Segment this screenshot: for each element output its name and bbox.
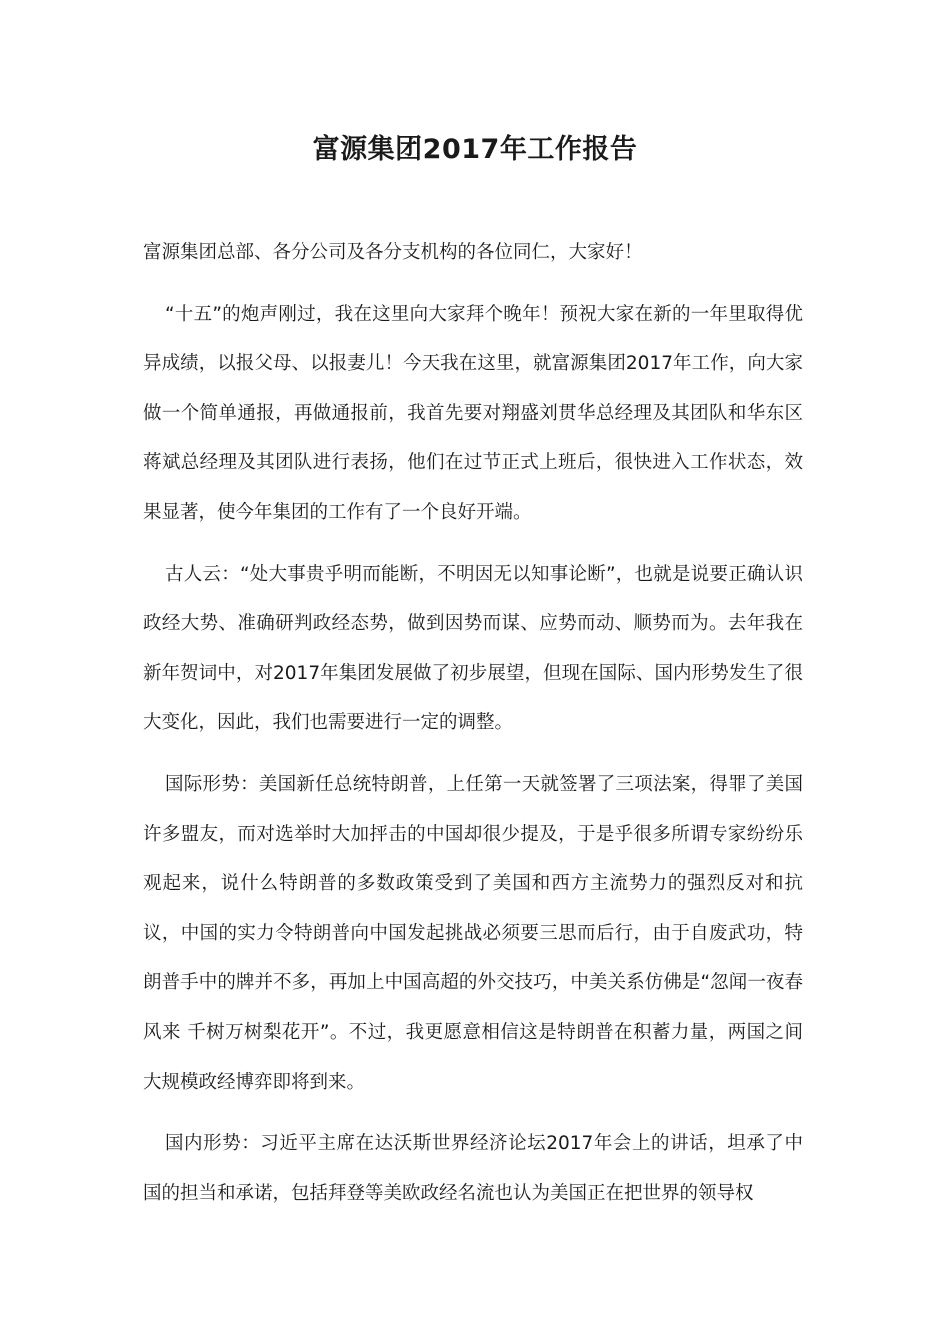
paragraph-domestic-situation: 国内形势：习近平主席在达沃斯世界经济论坛2017年会上的讲话，坦承了中国的担当和承诺，包括拜登等美欧政经名流也认为美国正在把世界的领导权 [143,1133,803,1204]
paragraph-ancient-saying: 古人云：“处大事贵乎明而能断，不明因无以知事论断”，也就是说要正确认识政经大势、准确研判政经态势，做到因势而谋、应势而动、顺势而为。去年我在新年贺词中，对2017年集团发展做了初步展望，但现在国际、国内形势发生了很大变化，因此，我们也需要进行一定的调整。 [143,563,803,734]
paragraph-opening: “十五”的炮声刚过，我在这里向大家拜个晚年！预祝大家在新的一年里取得优异成绩，以报父母、以报妻儿！今天我在这里，就富源集团2017年工作，向大家做一个简单通报，再做通报前，我首先要对翔盛刘贯华总经理及其团队和华东区蒋斌总经理及其团队进行表扬，他们在过节正式上班后，很快进入工作状态，效果显著，使今年集团的工作有了一个良好开端。 [143,303,803,523]
document-body [143,228,803,1230]
paragraph-greeting: 富源集团总部、各分公司及各分支机构的各位同仁，大家好！ [143,242,643,263]
paragraph-international-situation: 国际形势：美国新任总统特朗普，上任第一天就签署了三项法案，得罪了美国许多盟友，而对选举时大加抨击的中国却很少提及，于是乎很多所谓专家纷纷乐观起来，说什么特朗普的多数政策受到了美国和西方主流势力的强烈反对和抗议，中国的实力令特朗普向中国发起挑战必须要三思而后行，由于自废武功，特朗普手中的牌并不多，再加上中国高超的外交技巧，中美关系仿佛是“忽闻一夜春风来 千树万树梨花开”。不过，我更愿意相信这是特朗普在积蓄力量，两国之间大规模政经博弈即将到来。 [143,773,803,1093]
document-title: 富源集团2017年工作报告 [312,134,638,165]
